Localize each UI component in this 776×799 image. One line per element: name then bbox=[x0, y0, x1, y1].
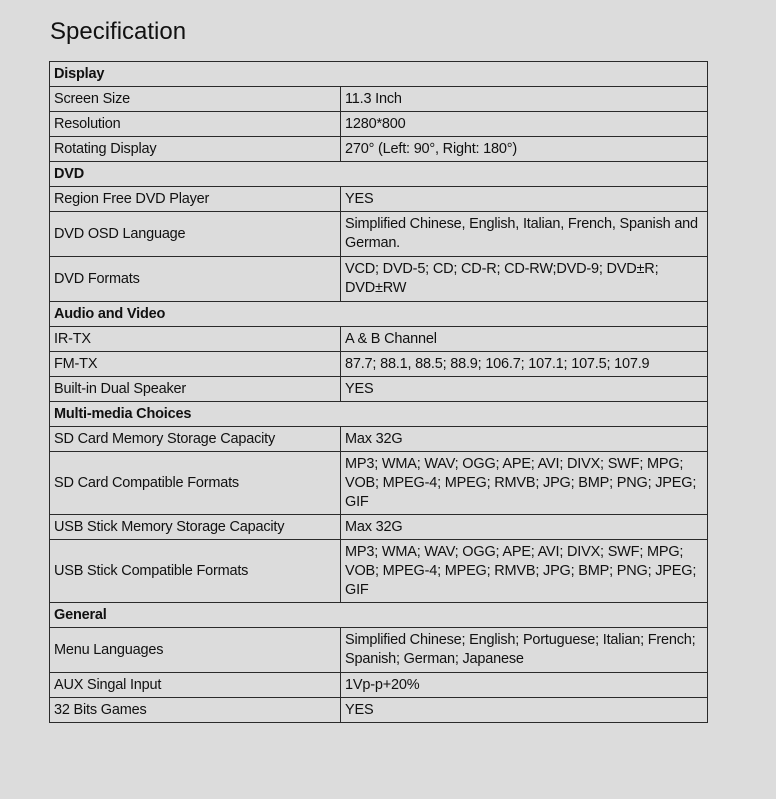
spec-value: 1Vp-p+20% bbox=[341, 673, 708, 698]
spec-value: 87.7; 88.1, 88.5; 88.9; 106.7; 107.1; 107.5; 107.9 bbox=[341, 352, 708, 377]
spec-label: DVD OSD Language bbox=[50, 212, 341, 257]
table-row bbox=[50, 452, 708, 515]
table-row bbox=[50, 540, 708, 603]
spec-label: Menu Languages bbox=[50, 628, 341, 673]
spec-value: MP3; WMA; WAV; OGG; APE; AVI; DIVX; SWF; MPG; VOB; MPEG-4; MPEG; RMVB; JPG; BMP; PNG; JPEG; GIF bbox=[341, 540, 708, 603]
spec-value: MP3; WMA; WAV; OGG; APE; AVI; DIVX; SWF; MPG; VOB; MPEG-4; MPEG; RMVB; JPG; BMP; PNG; JPEG; GIF bbox=[341, 452, 708, 515]
spec-value: A & B Channel bbox=[341, 327, 708, 352]
specification-table bbox=[49, 61, 708, 723]
spec-label: Region Free DVD Player bbox=[50, 187, 341, 212]
spec-label: AUX Singal Input bbox=[50, 673, 341, 698]
spec-label: Screen Size bbox=[50, 87, 341, 112]
spec-label: SD Card Memory Storage Capacity bbox=[50, 427, 341, 452]
page-title: Specification bbox=[50, 18, 187, 45]
spec-label: Built-in Dual Speaker bbox=[50, 377, 341, 402]
table-row bbox=[50, 137, 708, 162]
section-header-multimedia bbox=[50, 402, 708, 427]
spec-label: SD Card Compatible Formats bbox=[50, 452, 341, 515]
spec-value: Simplified Chinese, English, Italian, French, Spanish and German. bbox=[341, 212, 708, 257]
spec-value: VCD; DVD-5; CD; CD-R; CD-RW;DVD-9; DVD±R; DVD±RW bbox=[341, 257, 708, 302]
section-title: DVD bbox=[50, 162, 708, 187]
spec-label: Resolution bbox=[50, 112, 341, 137]
section-header-dvd bbox=[50, 162, 708, 187]
table-row bbox=[50, 628, 708, 673]
spec-value: Simplified Chinese; English; Portuguese; Italian; French; Spanish; German; Japanese bbox=[341, 628, 708, 673]
table-row bbox=[50, 427, 708, 452]
table-row bbox=[50, 673, 708, 698]
table-row bbox=[50, 187, 708, 212]
spec-label: USB Stick Compatible Formats bbox=[50, 540, 341, 603]
spec-label: DVD Formats bbox=[50, 257, 341, 302]
table-row bbox=[50, 112, 708, 137]
section-header-general bbox=[50, 603, 708, 628]
spec-label: Rotating Display bbox=[50, 137, 341, 162]
section-title: Multi-media Choices bbox=[50, 402, 708, 427]
section-header-audio-video bbox=[50, 302, 708, 327]
section-header-display bbox=[50, 62, 708, 87]
spec-value: 11.3 Inch bbox=[341, 87, 708, 112]
spec-label: 32 Bits Games bbox=[50, 698, 341, 723]
spec-value: Max 32G bbox=[341, 427, 708, 452]
spec-label: IR-TX bbox=[50, 327, 341, 352]
table-row bbox=[50, 257, 708, 302]
table-row bbox=[50, 327, 708, 352]
table-row bbox=[50, 87, 708, 112]
table-row bbox=[50, 698, 708, 723]
spec-value: YES bbox=[341, 698, 708, 723]
section-title: Display bbox=[50, 62, 708, 87]
spec-label: FM-TX bbox=[50, 352, 341, 377]
table-row bbox=[50, 377, 708, 402]
spec-value: Max 32G bbox=[341, 515, 708, 540]
table-row bbox=[50, 352, 708, 377]
section-title: Audio and Video bbox=[50, 302, 708, 327]
spec-value: YES bbox=[341, 377, 708, 402]
spec-label: USB Stick Memory Storage Capacity bbox=[50, 515, 341, 540]
table-row bbox=[50, 212, 708, 257]
spec-value: YES bbox=[341, 187, 708, 212]
section-title: General bbox=[50, 603, 708, 628]
spec-value: 1280*800 bbox=[341, 112, 708, 137]
spec-value: 270° (Left: 90°, Right: 180°) bbox=[341, 137, 708, 162]
table-row bbox=[50, 515, 708, 540]
